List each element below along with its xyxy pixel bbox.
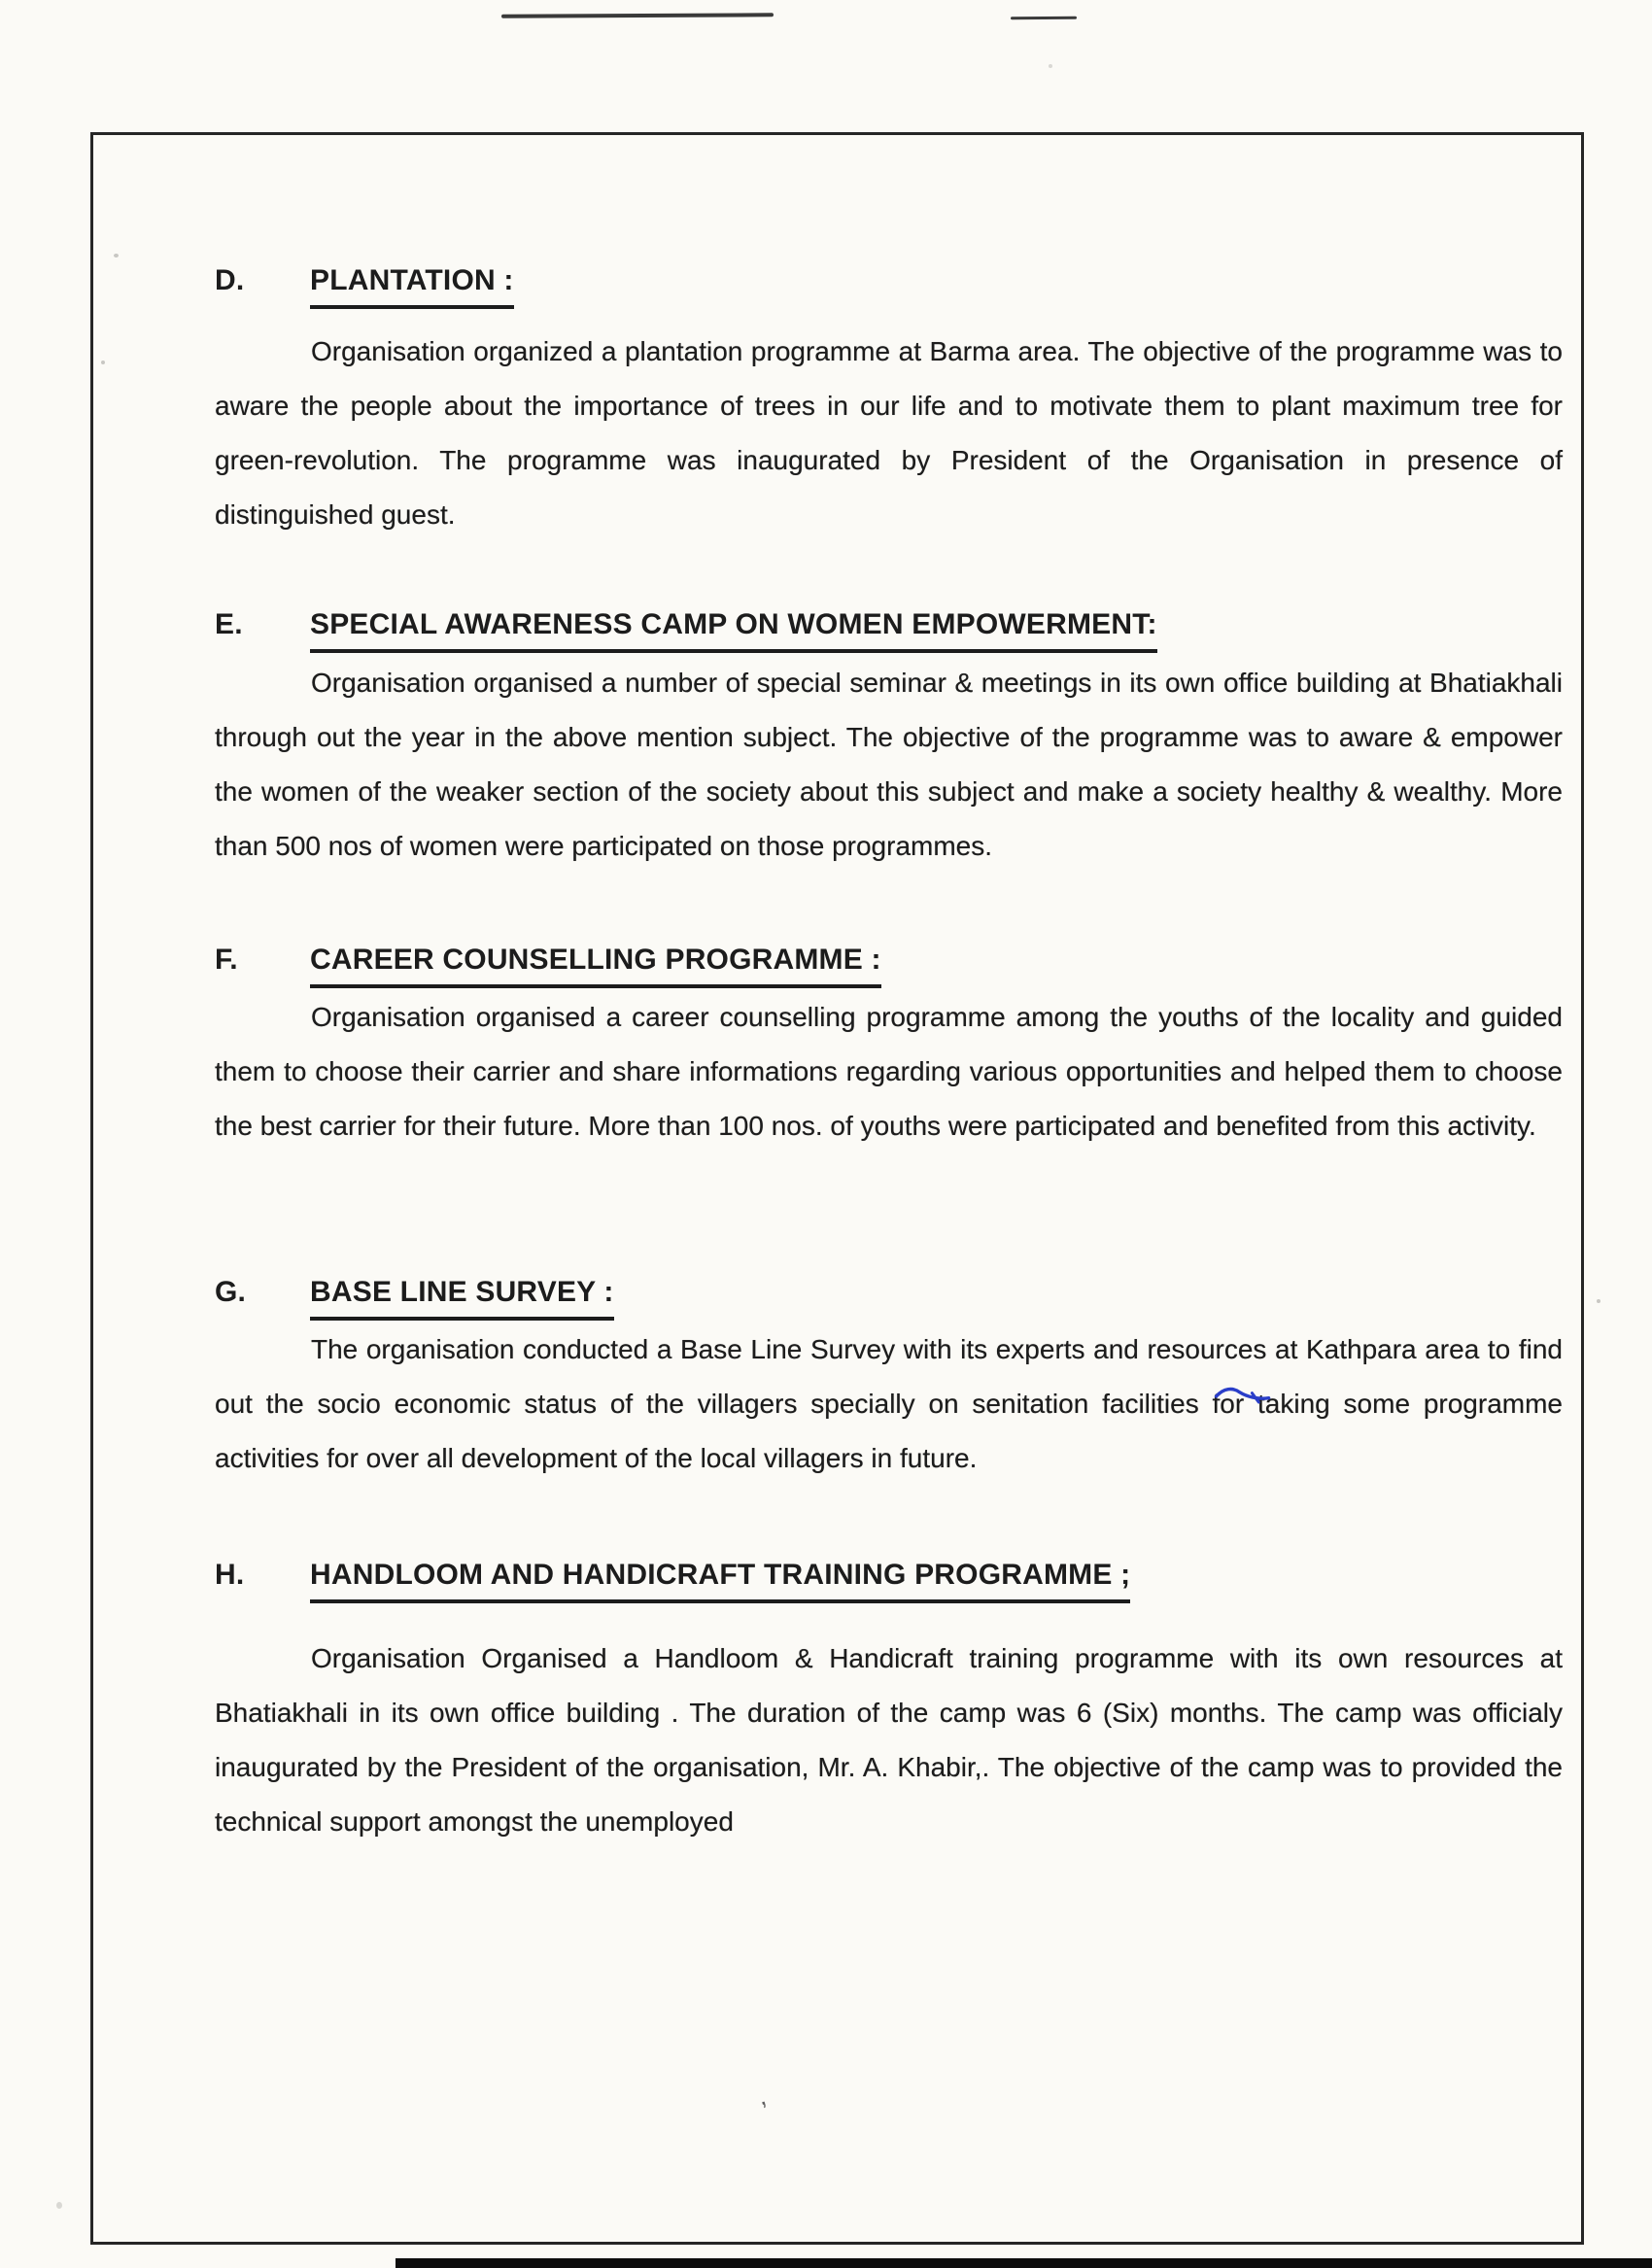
section-letter: D. — [215, 264, 245, 296]
section-letter: G. — [215, 1276, 247, 1308]
section-women-empowerment-camp — [215, 607, 1563, 874]
section-paragraph: Organisation Organised a Handloom & Handicraft training programme with its own resources at Bhatiakhali in its own office building . The duration of the camp was 6 (Six) months. The camp was officialy inaugurated by the President of the organisation, Mr. A. Khabir,. The objective of the camp was to provided the technical support amongst the unemployed — [215, 1643, 1563, 1837]
scan-speck — [114, 254, 119, 258]
blue-pen-tick-icon — [1214, 1382, 1272, 1411]
section-heading — [215, 943, 1563, 988]
section-letter: E. — [215, 608, 243, 640]
section-heading — [215, 263, 1563, 309]
section-career-counselling — [215, 943, 1563, 1153]
section-title: CAREER COUNSELLING PROGRAMME : — [310, 943, 881, 988]
section-letter: H. — [215, 1559, 245, 1591]
scan-artifact-top-line-long — [501, 13, 774, 17]
section-heading — [215, 1558, 1563, 1603]
scan-speck — [101, 361, 105, 364]
section-title: SPECIAL AWARENESS CAMP ON WOMEN EMPOWERMENT: — [310, 607, 1157, 653]
section-base-line-survey — [215, 1275, 1563, 1486]
document-content — [90, 132, 1584, 1849]
section-paragraph: Organisation organised a career counselling programme among the youths of the locality and guided them to choose their carrier and share informations regarding various opportunities and helped them to choose the best carrier for their future. More than 100 nos. of youths were participated and benefited from this activity. — [215, 1002, 1563, 1141]
scan-speck — [1597, 1299, 1600, 1303]
section-paragraph: Organisation organised a number of special seminar & meetings in its own office building at Bhatiakhali through out the year in the above mention subject. The objective of the programme was to aware & empower the women of the weaker section of the society about this subject and make a society healthy & wealthy. More than 500 nos of women were participated on those programmes. — [215, 668, 1563, 861]
section-letter: F. — [215, 944, 238, 976]
scanner-edge-bar — [396, 2258, 1652, 2268]
section-plantation — [215, 263, 1563, 542]
section-paragraph: Organisation organized a plantation programme at Barma area. The objective of the programme was to aware the people about the importance of trees in our life and to motivate them to plant maximum tree for green-revolution. The programme was inaugurated by President of the Organisation in presence of distinguished guest. — [215, 336, 1563, 530]
scan-speck — [1049, 64, 1052, 68]
section-title: BASE LINE SURVEY : — [310, 1275, 614, 1321]
scan-speck — [56, 2202, 62, 2209]
section-heading — [215, 607, 1563, 653]
small-ink-mark: , — [753, 2080, 770, 2112]
scan-artifact-top-line-short — [1011, 17, 1077, 19]
section-title: HANDLOOM AND HANDICRAFT TRAINING PROGRAMME ; — [310, 1558, 1130, 1603]
section-handloom-handicraft-training — [215, 1558, 1563, 1849]
section-title: PLANTATION : — [310, 263, 514, 309]
section-heading — [215, 1275, 1563, 1321]
section-paragraph: The organisation conducted a Base Line Survey with its experts and resources at Kathpara area to find out the socio economic status of the villagers specially on senitation facilities for taking some programme activities for over all development of the local villagers in future. — [215, 1334, 1563, 1473]
